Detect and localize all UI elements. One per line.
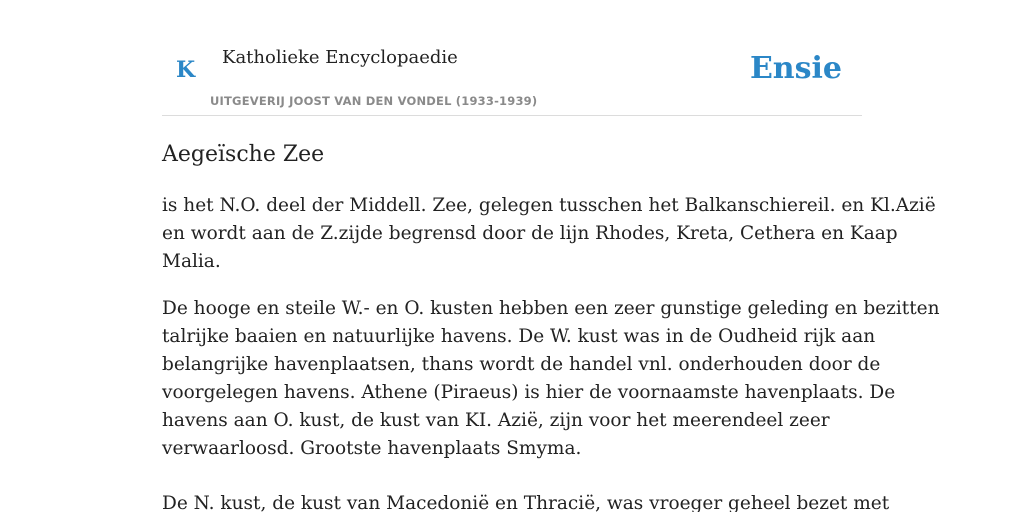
publisher-subtitle: UITGEVERIJ JOOST VAN DEN VONDEL (1933-1939)	[210, 94, 538, 108]
paragraph-line: De N. kust, de kust van Macedonië en Thracië, was vroeger geheel bezet met	[162, 493, 890, 512]
paragraph-line: voorgelegen havens. Athene (Piraeus) is hier de voornaamste havenplaats. De	[162, 382, 896, 403]
article-paragraph-2	[162, 295, 940, 463]
site-title[interactable]: Katholieke Encyclopaedie	[222, 47, 458, 68]
article-paragraph-1	[162, 192, 936, 276]
paragraph-line: De hooge en steile W.- en O. kusten hebben een zeer gunstige geleding en bezitten	[162, 298, 940, 319]
brand-logo[interactable]: Ensie	[749, 51, 842, 86]
paragraph-line: en wordt aan de Z.zijde begrensd door de lijn Rhodes, Kreta, Cethera en Kaap	[162, 223, 898, 244]
article-paragraph-3	[162, 490, 890, 512]
paragraph-line: verwaarloosd. Grootste havenplaats Smyma.	[162, 438, 582, 459]
paragraph-line: is het N.O. deel der Middell. Zee, gelegen tusschen het Balkanschiereil. en Kl.Azië	[162, 195, 936, 216]
paragraph-line: havens aan O. kust, de kust van KI. Azië, zijn voor het meerendeel zeer	[162, 410, 830, 431]
header-divider	[162, 115, 862, 116]
paragraph-line: talrijke baaien en natuurlijke havens. De W. kust was in de Oudheid rijk aan	[162, 326, 876, 347]
article-title: Aegeïsche Zee	[162, 142, 325, 167]
site-logo[interactable]: K	[176, 57, 196, 83]
paragraph-line: belangrijke havenplaatsen, thans wordt de handel vnl. onderhouden door de	[162, 354, 881, 375]
paragraph-line: Malia.	[162, 251, 221, 272]
